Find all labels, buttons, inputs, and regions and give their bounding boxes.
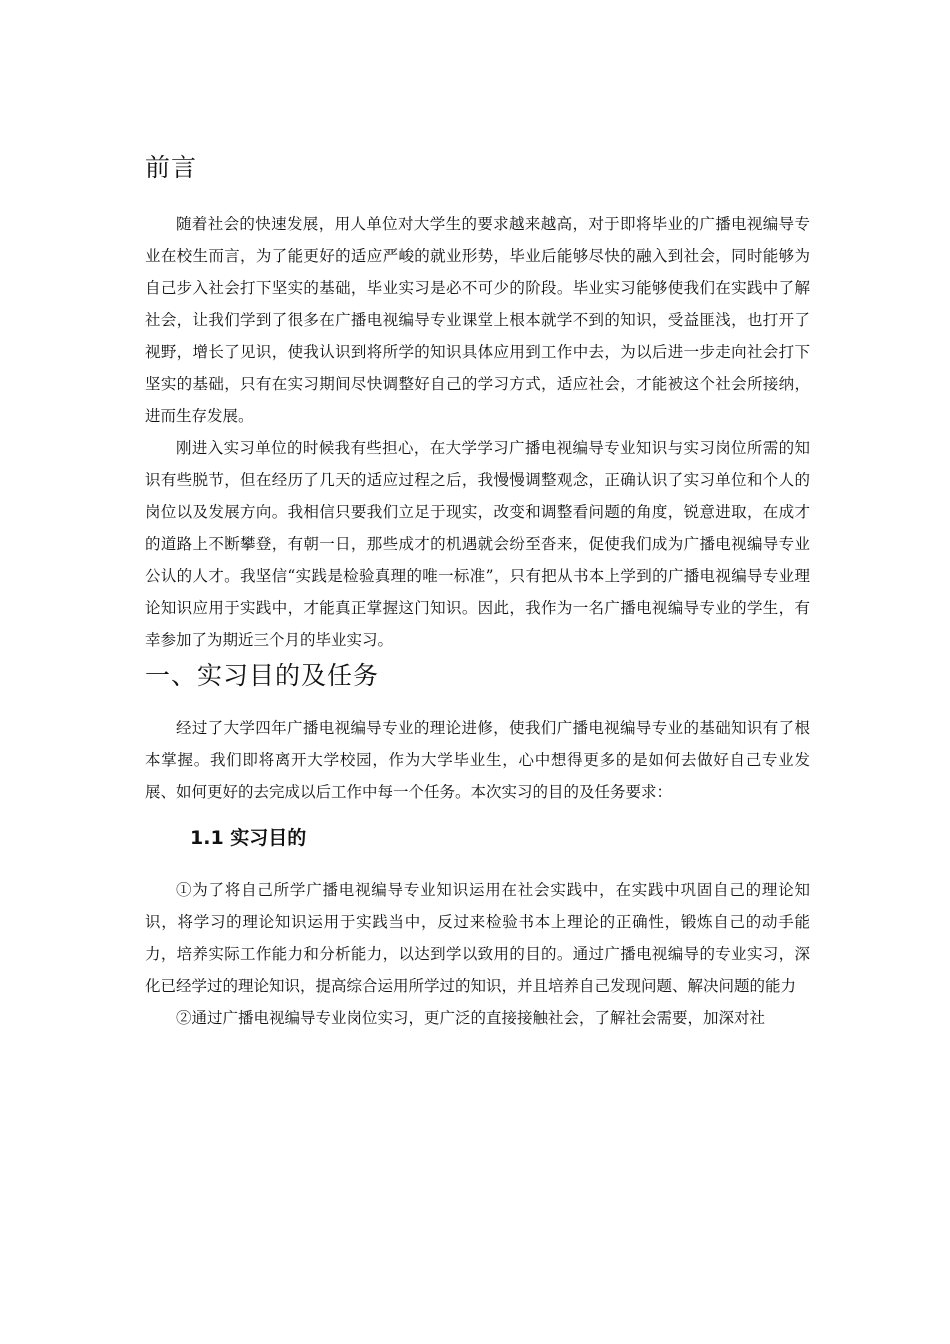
subsection-1-1-title: 1.1 实习目的	[190, 827, 307, 849]
document-content	[145, 148, 810, 1034]
section-1-title: 一、实习目的及任务	[145, 661, 380, 690]
preface-paragraph-1: 随着社会的快速发展，用人单位对大学生的要求越来越高，对于即将毕业的广播电视编导专业在校生而言，为了能更好的适应严峻的就业形势，毕业后能够尽快的融入到社会，同时能够为自己步入社会打下坚实的基础，毕业实习是必不可少的阶段。毕业实习能够使我们在实践中了解社会，让我们学到了很多在广播电视编导专业课堂上根本就学不到的知识，受益匪浅，也打开了视野，增长了见识，使我认识到将所学的知识具体应用到工作中去，为以后进一步走向社会打下坚实的基础，只有在实习期间尽快调整好自己的学习方式，适应社会，才能被这个社会所接纳，进而生存发展。	[145, 215, 810, 425]
preface-paragraph-2: 刚进入实习单位的时候我有些担心，在大学学习广播电视编导专业知识与实习岗位所需的知识有些脱节，但在经历了几天的适应过程之后，我慢慢调整观念，正确认识了实习单位和个人的岗位以及发展方向。我相信只要我们立足于现实，改变和调整看问题的角度，锐意进取，在成才的道路上不断攀登，有朝一日，那些成才的机遇就会纷至沓来，促使我们成为广播电视编导专业公认的人才。我坚信“实践是检验真理的唯一标准”，只有把从书本上学到的广播电视编导专业理论知识应用于实践中，才能真正掌握这门知识。因此，我作为一名广播电视编导专业的学生，有幸参加了为期近三个月的毕业实习。	[145, 439, 810, 649]
preface-title: 前言	[145, 153, 198, 182]
subsection-1-1-paragraph-1: ①为了将自己所学广播电视编导专业知识运用在社会实践中，在实践中巩固自己的理论知识，将学习的理论知识运用于实践当中，反过来检验书本上理论的正确性，锻炼自己的动手能力，培养实际工作能力和分析能力，以达到学以致用的目的。通过广播电视编导的专业实习，深化已经学过的理论知识，提高综合运用所学过的知识，并且培养自己发现问题、解决问题的能力	[145, 881, 810, 995]
subsection-1-1-paragraph-2: ②通过广播电视编导专业岗位实习，更广泛的直接接触社会，了解社会需要，加深对社	[176, 1009, 766, 1027]
section-1-paragraph: 经过了大学四年广播电视编导专业的理论进修，使我们广播电视编导专业的基础知识有了根本掌握。我们即将离开大学校园，作为大学毕业生，心中想得更多的是如何去做好自己专业发展、如何更好的去完成以后工作中每一个任务。本次实习的目的及任务要求：	[145, 719, 810, 801]
